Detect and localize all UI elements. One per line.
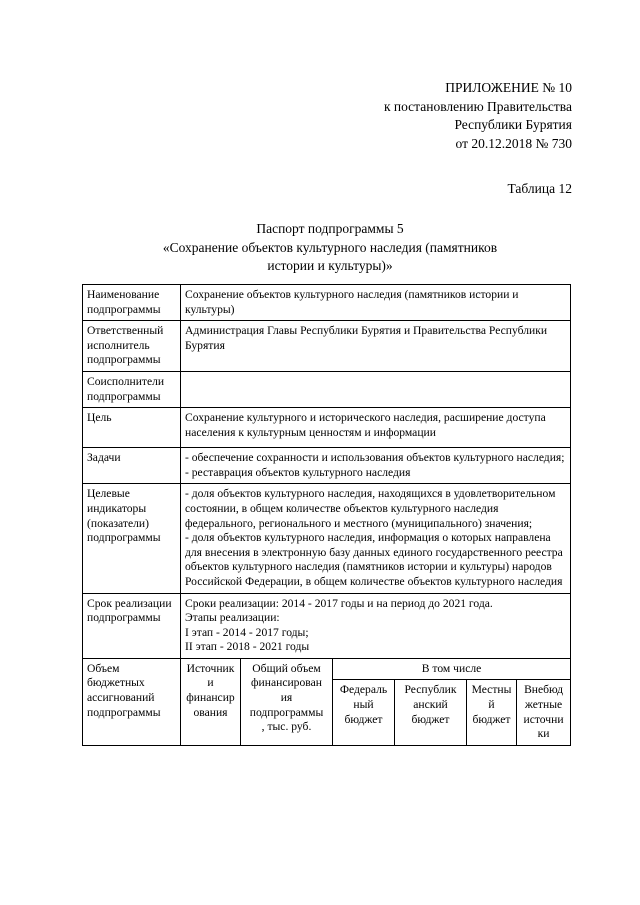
appendix-title: ПРИЛОЖЕНИЕ № 10 xyxy=(445,80,572,95)
table-number: Таблица 12 xyxy=(507,181,572,196)
budget-col-total: Общий объем финансирован ия подпрограммы , тыс. руб. xyxy=(241,658,333,745)
row-value: Сохранение культурного и исторического наследия, расширение доступа населения к культурным ценностям и информации xyxy=(181,408,571,448)
row-value xyxy=(181,448,571,484)
table-row xyxy=(83,321,571,372)
row-value xyxy=(181,593,571,658)
appendix-header xyxy=(272,79,572,153)
indicator-item: - доля объектов культурного наследия, находящихся в удовлетворительном состоянии, в общем количестве объектов культурного наследия федерального, регионального и местного (муниципального) значения; xyxy=(185,487,556,530)
title-line: Паспорт подпрограммы 5 xyxy=(256,221,404,236)
row-value: Администрация Главы Республики Бурятия и Правительства Республики Бурятия xyxy=(181,321,571,372)
budget-col-including: В том числе xyxy=(333,658,571,680)
row-label: Целевые индикаторы (показатели) подпрограммы xyxy=(83,484,181,593)
passport-table xyxy=(82,284,571,746)
task-item: - обеспечение сохранности и использования объектов культурного наследия; xyxy=(185,451,565,465)
row-value: Сохранение объектов культурного наследия (памятников истории и культуры) xyxy=(181,285,571,321)
table-row xyxy=(83,408,571,448)
document-title xyxy=(120,220,540,276)
row-label: Ответственный исполнитель подпрограммы xyxy=(83,321,181,372)
appendix-line: Республики Бурятия xyxy=(454,117,572,132)
table-row xyxy=(83,285,571,321)
table-row xyxy=(83,593,571,658)
appendix-line: к постановлению Правительства xyxy=(383,98,572,114)
budget-col-local: Местны й бюджет xyxy=(467,680,517,745)
row-label: Наименование подпрограммы xyxy=(83,285,181,321)
title-line: истории и культуры)» xyxy=(267,258,393,273)
row-value xyxy=(181,484,571,593)
table-row xyxy=(83,484,571,593)
indicator-item: - доля объектов культурного наследия, информация о которых направлена для внесения в электронную базу данных единого государственного реестра объектов культурного наследия (памятников истории и культуры) народов Российской Федерации, в общем количестве объектов культурного наследия xyxy=(185,531,563,588)
budget-col-republic: Республик анский бюджет xyxy=(395,680,467,745)
budget-col-federal: Федераль ный бюджет xyxy=(333,680,395,745)
budget-col-extra: Внебюд жетные источни ки xyxy=(517,680,571,745)
table-row xyxy=(83,371,571,407)
row-label: Задачи xyxy=(83,448,181,484)
table-row xyxy=(83,658,571,680)
task-item: - реставрация объектов культурного наследия xyxy=(185,465,411,479)
term-item: Сроки реализации: 2014 - 2017 годы и на период до 2021 года. xyxy=(185,596,493,610)
term-item: II этап - 2018 - 2021 годы xyxy=(185,640,310,654)
row-label: Срок реализации подпрограммы xyxy=(83,593,181,658)
term-item: Этапы реализации: xyxy=(185,611,280,625)
appendix-date: от 20.12.2018 № 730 xyxy=(455,135,572,151)
title-line: «Сохранение объектов культурного наследия (памятников xyxy=(162,239,498,255)
row-label: Объем бюджетных ассигнований подпрограммы xyxy=(83,658,181,745)
row-value xyxy=(181,371,571,407)
budget-col-source: Источник и финансир ования xyxy=(181,658,241,745)
row-label: Соисполнители подпрограммы xyxy=(83,371,181,407)
term-item: I этап - 2014 - 2017 годы; xyxy=(185,625,309,639)
row-label: Цель xyxy=(83,408,181,448)
table-row xyxy=(83,448,571,484)
